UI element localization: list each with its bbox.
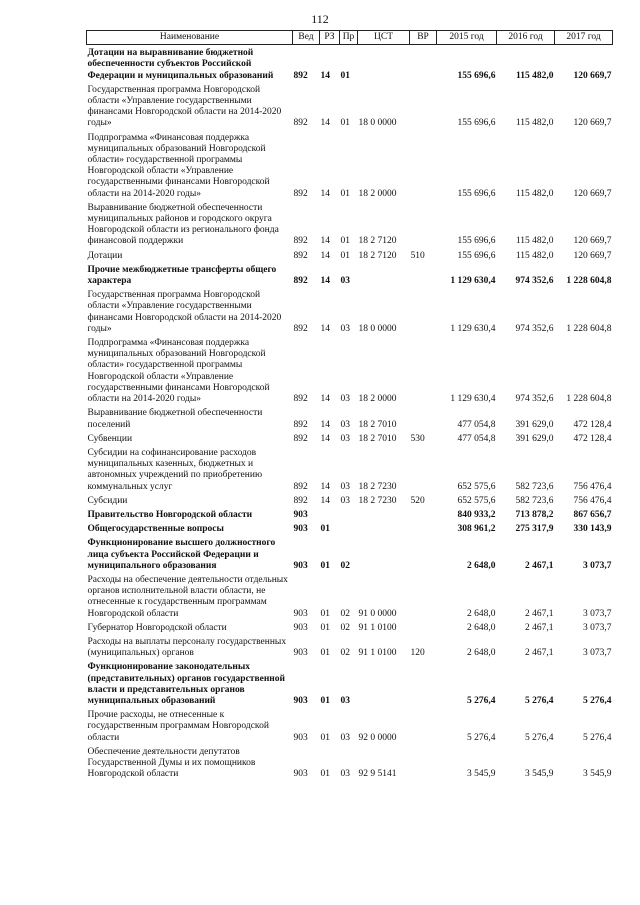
row-value-2015: 1 129 630,4: [450, 394, 496, 405]
row-name: Субсидии: [87, 495, 128, 506]
table-row: [87, 335, 613, 405]
row-value-2016: 974 352,6: [515, 276, 554, 287]
row-pr: 03: [340, 419, 350, 430]
row-value-2015: 2 648,0: [467, 622, 496, 633]
row-pr: 03: [340, 495, 350, 506]
row-ved: 892: [293, 118, 308, 129]
row-pr: 03: [340, 276, 350, 287]
row-pr: 03: [340, 695, 350, 706]
row-pr: 03: [340, 481, 350, 492]
row-value-2017: 120 669,7: [573, 118, 612, 129]
table-row: [87, 200, 613, 248]
table-row: [87, 287, 613, 335]
row-ved: 903: [293, 695, 308, 706]
row-vr: 520: [410, 495, 425, 506]
budget-table: [86, 30, 613, 780]
row-value-2015: 3 545,9: [467, 769, 496, 780]
row-value-2015: 155 696,6: [457, 188, 496, 199]
row-value-2015: 155 696,6: [457, 236, 496, 247]
row-ved: 892: [293, 419, 308, 430]
row-vr: [410, 287, 437, 335]
row-name: Прочие межбюджетные трансферты общего характера: [87, 264, 277, 287]
row-vr: [410, 707, 437, 744]
row-ved: 892: [293, 236, 308, 247]
row-ved: 903: [293, 524, 308, 535]
row-cst: 18 2 7230: [358, 495, 397, 506]
row-value-2017: 472 128,4: [573, 419, 612, 430]
row-vr: [410, 405, 437, 430]
row-value-2015: 652 575,6: [457, 495, 496, 506]
row-vr: 530: [410, 433, 425, 444]
row-name: Выравнивание бюджетной обеспеченности поселений: [87, 408, 263, 430]
row-name: Правительство Новгородской области: [87, 509, 253, 520]
row-ved: 892: [293, 495, 308, 506]
row-ved: 903: [293, 732, 308, 743]
row-vr: [410, 45, 437, 82]
table-row: [87, 445, 613, 493]
row-name: Расходы на обеспечение деятельности отдельных органов исполнительной власти области, не отнесенные к государственным программам Новгородской области: [87, 574, 288, 619]
row-vr: [410, 620, 437, 634]
row-vr: [410, 445, 437, 493]
row-value-2016: 2 467,1: [525, 622, 554, 633]
table-row: [87, 572, 613, 620]
row-value-2017: 120 669,7: [573, 250, 612, 261]
row-value-2016: 115 482,0: [516, 70, 554, 81]
row-name: Функционирование законодательных (представительных) органов государственной власти и представительных органов муниципальных образований: [87, 662, 285, 706]
row-name: Дотации на выравнивание бюджетной обеспеченности субъектов Российской Федерации и муниципальных образований: [87, 48, 274, 81]
row-value-2015: 477 054,8: [457, 433, 496, 444]
row-pr: 03: [340, 732, 350, 743]
row-value-2016: 713 878,2: [515, 509, 554, 520]
table-row: [87, 262, 613, 287]
row-pr: 02: [340, 608, 350, 619]
row-value-2017: 756 476,4: [573, 481, 612, 492]
row-ved: 903: [293, 648, 308, 659]
row-value-2015: 5 276,4: [467, 695, 496, 706]
row-name: Расходы на выплаты персоналу государственных (муниципальных) органов: [87, 636, 287, 659]
row-ved: 903: [293, 769, 308, 780]
row-value-2017: 120 669,7: [573, 236, 612, 247]
row-value-2016: 115 482,0: [515, 236, 554, 247]
row-cst: [358, 659, 410, 707]
row-value-2017: 120 669,7: [573, 188, 612, 199]
table-row: [87, 521, 613, 535]
col-header-name: Наименование: [87, 31, 293, 45]
row-value-2017: 330 143,9: [573, 524, 612, 535]
table-row: [87, 431, 613, 445]
row-value-2017: 756 476,4: [573, 495, 612, 506]
row-rz: 14: [320, 394, 330, 405]
row-ved: 892: [293, 188, 308, 199]
row-ved: 892: [293, 394, 308, 405]
row-cst: 18 2 7120: [358, 250, 397, 261]
row-rz: 01: [320, 648, 330, 659]
row-cst: 92 0 0000: [358, 732, 397, 743]
row-ved: 892: [293, 70, 308, 81]
row-vr: [410, 335, 437, 405]
row-value-2016: 974 352,6: [515, 323, 554, 334]
row-vr: [410, 659, 437, 707]
row-value-2015: 840 933,2: [457, 509, 496, 520]
row-value-2015: 155 696,6: [457, 118, 496, 129]
row-cst: [358, 535, 410, 572]
table-row: [87, 248, 613, 262]
row-name: Подпрограмма «Финансовая поддержка муниципальных образований Новгородской области» государственной программы Новгородской области «Управление государственными финансами Новгородской области на 2014-2020 годы»: [87, 338, 270, 405]
row-rz: 01: [320, 608, 330, 619]
row-value-2017: 1 228 604,8: [566, 394, 612, 405]
row-ved: 903: [293, 509, 308, 520]
table-row: [87, 659, 613, 707]
row-value-2016: 5 276,4: [525, 695, 554, 706]
row-cst: 18 2 0000: [358, 394, 397, 405]
table-row: [87, 507, 613, 521]
row-vr: [410, 521, 437, 535]
col-header-cst: ЦСТ: [358, 31, 410, 45]
row-cst: 18 2 7010: [358, 433, 397, 444]
row-rz: 14: [320, 481, 330, 492]
row-name: Выравнивание бюджетной обеспеченности муниципальных районов и городского округа Новгородской области из регионального фонда финансовой поддержки: [87, 202, 279, 247]
row-ved: 892: [293, 323, 308, 334]
row-ved: 903: [293, 560, 308, 571]
table-row: [87, 493, 613, 507]
row-cst: [358, 45, 410, 82]
row-value-2017: 3 073,7: [583, 608, 612, 619]
row-value-2016: 3 545,9: [525, 769, 554, 780]
row-pr: 03: [340, 433, 350, 444]
row-value-2017: 3 073,7: [583, 648, 612, 659]
row-rz: 14: [320, 433, 330, 444]
row-value-2015: 155 696,6: [457, 70, 496, 81]
row-pr: 02: [340, 560, 350, 571]
col-header-rz: РЗ: [320, 31, 340, 45]
row-pr: 01: [340, 236, 350, 247]
row-value-2016: 391 629,0: [515, 419, 554, 430]
row-value-2015: 308 961,2: [457, 524, 496, 535]
row-rz: 14: [320, 495, 330, 506]
row-value-2017: 3 073,7: [583, 560, 612, 571]
row-rz: 14: [320, 323, 330, 334]
row-vr: 510: [410, 250, 425, 261]
row-pr: 02: [340, 648, 350, 659]
col-header-ved: Вед: [293, 31, 320, 45]
row-rz: 01: [320, 524, 330, 535]
row-cst: [358, 262, 410, 287]
row-value-2015: 477 054,8: [457, 419, 496, 430]
row-value-2017: 120 669,7: [573, 70, 612, 81]
row-pr: 01: [340, 70, 350, 81]
row-rz: 01: [320, 622, 330, 633]
row-value-2017: 1 228 604,8: [566, 323, 612, 334]
row-rz: 01: [320, 769, 330, 780]
row-cst: [358, 521, 410, 535]
page-number: 112: [311, 12, 329, 26]
table-row: [87, 744, 613, 781]
row-value-2016: 974 352,6: [515, 394, 554, 405]
row-cst: 18 2 7010: [358, 419, 397, 430]
row-value-2016: 582 723,6: [515, 495, 554, 506]
row-cst: 18 0 0000: [358, 323, 397, 334]
row-name: Общегосударственные вопросы: [87, 524, 224, 535]
col-header-2015: 2015 год: [437, 31, 497, 45]
row-ved: 903: [293, 622, 308, 633]
row-value-2015: 2 648,0: [467, 560, 496, 571]
row-pr: 01: [340, 188, 350, 199]
row-name: Государственная программа Новгородской области «Управление государственными финансами Новгородской области на 2014-2020 годы»: [87, 84, 282, 129]
row-cst: 92 9 5141: [358, 769, 397, 780]
table-row: [87, 634, 613, 659]
row-rz: 01: [320, 695, 330, 706]
row-value-2015: 2 648,0: [467, 608, 496, 619]
row-pr: [340, 521, 358, 535]
table-header-row: [87, 31, 613, 45]
table-row: [87, 45, 613, 82]
row-name: Подпрограмма «Финансовая поддержка муниципальных образований Новгородской области» государственной программы Новгородской области «Управление государственными финансами Новгородской области на 2014-2020 годы»: [87, 132, 270, 199]
row-rz: 14: [320, 250, 330, 261]
table-row: [87, 535, 613, 572]
row-rz: 14: [320, 236, 330, 247]
row-cst: 18 2 0000: [358, 188, 397, 199]
row-ved: 892: [293, 276, 308, 287]
table-row: [87, 130, 613, 200]
row-name: Прочие расходы, не отнесенные к государственным программам Новгородской области: [87, 710, 269, 743]
row-rz: [320, 507, 340, 521]
row-value-2016: 115 482,0: [515, 118, 554, 129]
row-vr: [410, 535, 437, 572]
row-cst: [358, 507, 410, 521]
row-cst: 91 1 0100: [358, 622, 397, 633]
row-ved: 892: [293, 433, 308, 444]
row-vr: [410, 744, 437, 781]
row-name: Субвенции: [87, 433, 133, 444]
col-header-vr: ВР: [410, 31, 437, 45]
row-value-2016: 275 317,9: [515, 524, 554, 535]
row-pr: 02: [340, 622, 350, 633]
row-pr: [340, 507, 358, 521]
row-value-2016: 115 482,0: [515, 250, 554, 261]
table-row: [87, 82, 613, 130]
row-value-2016: 115 482,0: [515, 188, 554, 199]
row-value-2015: 155 696,6: [457, 250, 496, 261]
row-value-2017: 472 128,4: [573, 433, 612, 444]
row-cst: 91 0 0000: [358, 608, 397, 619]
row-name: Функционирование высшего должностного лица субъекта Российской Федерации и муниципального образования: [87, 538, 276, 571]
row-value-2015: 1 129 630,4: [450, 323, 496, 334]
row-name: Обеспечение деятельности депутатов Государственной Думы и их помощников Новгородской области: [87, 746, 256, 780]
row-name: Дотации: [87, 250, 123, 261]
row-rz: 14: [320, 70, 330, 81]
row-vr: 120: [410, 648, 425, 659]
row-value-2017: 3 545,9: [583, 769, 612, 780]
table-row: [87, 620, 613, 634]
row-ved: 892: [293, 250, 308, 261]
row-cst: 91 1 0100: [358, 648, 397, 659]
row-value-2016: 582 723,6: [515, 481, 554, 492]
row-vr: [410, 507, 437, 521]
row-value-2017: 867 656,7: [573, 509, 612, 520]
row-value-2015: 652 575,6: [457, 481, 496, 492]
row-rz: 14: [320, 419, 330, 430]
row-value-2016: 2 467,1: [525, 560, 554, 571]
row-cst: 18 2 7120: [358, 236, 397, 247]
row-rz: 14: [320, 276, 330, 287]
row-pr: 03: [340, 769, 350, 780]
row-rz: 01: [320, 560, 330, 571]
row-value-2017: 5 276,4: [583, 732, 612, 743]
row-rz: 01: [320, 732, 330, 743]
row-value-2017: 1 228 604,8: [566, 276, 612, 287]
row-vr: [410, 572, 437, 620]
table-row: [87, 405, 613, 430]
row-vr: [410, 262, 437, 287]
col-header-2016: 2016 год: [497, 31, 555, 45]
table-row: [87, 707, 613, 744]
row-name: Губернатор Новгородской области: [87, 622, 227, 633]
row-rz: 14: [320, 188, 330, 199]
row-pr: 03: [340, 394, 350, 405]
row-rz: 14: [320, 118, 330, 129]
row-value-2016: 2 467,1: [525, 608, 554, 619]
row-vr: [410, 130, 437, 200]
row-name: Субсидии на софинансирование расходов муниципальных казенных, бюджетных и автономных учреждений по приобретению коммунальных услуг: [87, 447, 263, 492]
row-pr: 01: [340, 250, 350, 261]
row-vr: [410, 82, 437, 130]
row-ved: 903: [293, 608, 308, 619]
row-value-2016: 2 467,1: [525, 648, 554, 659]
col-header-pr: Пр: [340, 31, 358, 45]
row-value-2015: 2 648,0: [467, 648, 496, 659]
row-value-2016: 5 276,4: [525, 732, 554, 743]
row-cst: 18 2 7230: [358, 481, 397, 492]
row-pr: 01: [340, 118, 350, 129]
row-ved: 892: [293, 481, 308, 492]
row-cst: 18 0 0000: [358, 118, 397, 129]
row-pr: 03: [340, 323, 350, 334]
row-name: Государственная программа Новгородской области «Управление государственными финансами Новгородской области на 2014-2020 годы»: [87, 290, 282, 334]
row-value-2017: 5 276,4: [583, 695, 612, 706]
col-header-2017: 2017 год: [555, 31, 613, 45]
row-value-2017: 3 073,7: [583, 622, 612, 633]
row-value-2016: 391 629,0: [515, 433, 554, 444]
row-vr: [410, 200, 437, 248]
row-value-2015: 5 276,4: [467, 732, 496, 743]
row-value-2015: 1 129 630,4: [450, 276, 496, 287]
